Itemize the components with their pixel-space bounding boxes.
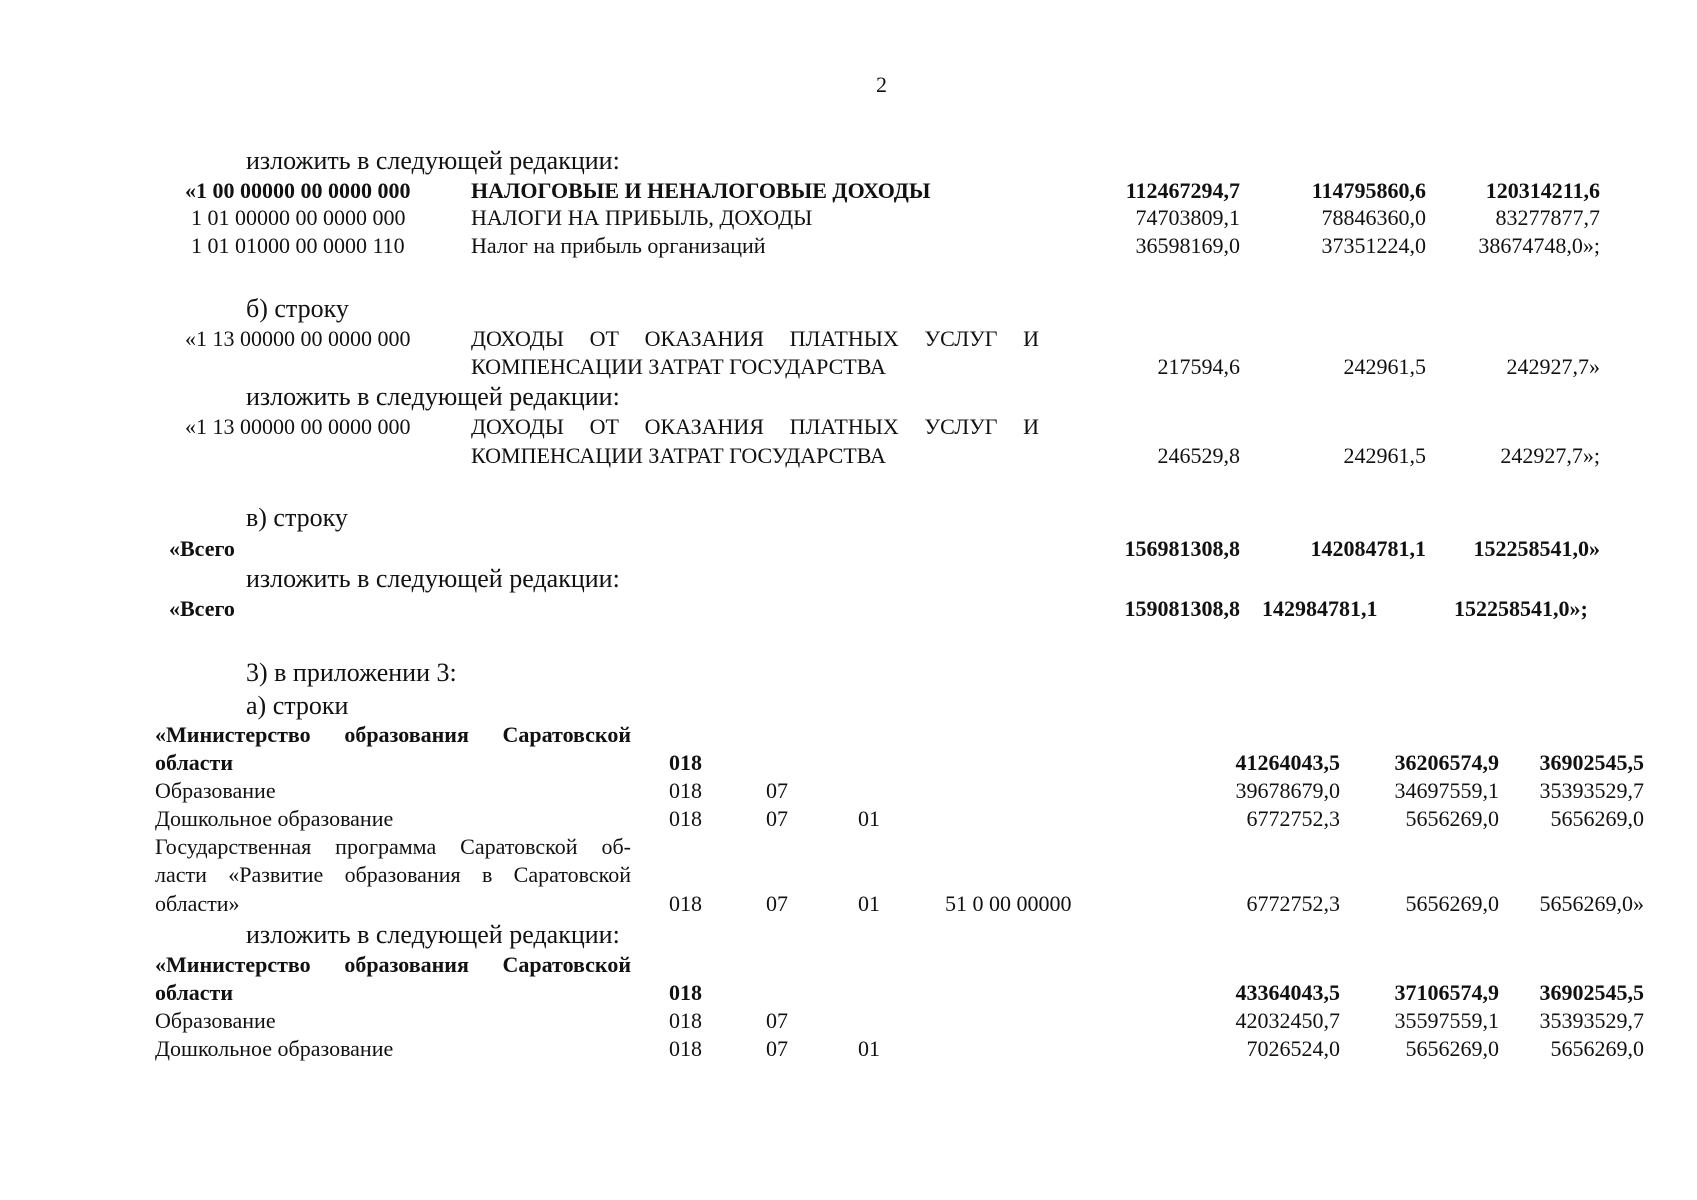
value-cell: 242927,7» — [1506, 354, 1600, 379]
redaction-heading: изложить в следующей редакции: — [246, 920, 620, 949]
subsection-code: 01 — [858, 1036, 880, 1061]
value-cell: 36598169,0 — [1135, 233, 1240, 258]
value-cell: 152258541,0» — [1473, 536, 1600, 561]
code-cell: «1 13 00000 00 0000 000 — [185, 326, 411, 351]
value-cell: 36206574,9 — [1394, 750, 1499, 775]
code-cell: 1 01 00000 00 0000 000 — [191, 205, 406, 230]
value-cell: 83277877,7 — [1495, 205, 1600, 230]
section-code: 07 — [766, 806, 788, 831]
dept-code: 018 — [669, 778, 702, 803]
name-cell: НАЛОГИ НА ПРИБЫЛЬ, ДОХОДЫ — [471, 205, 813, 230]
value-cell: 74703809,1 — [1135, 205, 1240, 230]
value-cell: 242961,5 — [1343, 443, 1426, 468]
value-cell: 5656269,0 — [1550, 1036, 1644, 1061]
value-cell: 35393529,7 — [1539, 778, 1644, 803]
dept-code: 018 — [669, 806, 702, 831]
dept-code: 018 — [669, 1008, 702, 1033]
total-label: «Всего — [169, 596, 235, 621]
value-cell: 43364043,5 — [1235, 980, 1340, 1005]
section-code: 07 — [766, 1008, 788, 1033]
value-cell: 41264043,5 — [1235, 750, 1340, 775]
program-name: ласти «Развитие образования в Саратовской — [155, 862, 631, 887]
dept-code: 018 — [669, 750, 702, 775]
value-cell: 142084781,1 — [1310, 536, 1426, 561]
value-cell: 242927,7»; — [1500, 443, 1600, 468]
row-name: Образование — [155, 778, 276, 803]
code-cell: 1 01 01000 00 0000 110 — [191, 233, 405, 258]
ministry-name: области — [155, 980, 234, 1005]
value-cell: 38674748,0»; — [1478, 233, 1600, 258]
name-cell: НАЛОГОВЫЕ И НЕНАЛОГОВЫЕ ДОХОДЫ — [471, 178, 931, 203]
value-cell: 5656269,0 — [1550, 806, 1644, 831]
dept-code: 018 — [669, 891, 702, 916]
name-cell: ДОХОДЫ ОТ ОКАЗАНИЯ ПЛАТНЫХ УСЛУГ И — [471, 326, 1039, 351]
value-cell: 114795860,6 — [1311, 178, 1426, 203]
value-cell: 37351224,0 — [1321, 233, 1426, 258]
value-cell: 5656269,0» — [1539, 891, 1644, 916]
name-cell: КОМПЕНСАЦИИ ЗАТРАТ ГОСУДАРСТВА — [471, 443, 886, 468]
value-cell: 37106574,9 — [1394, 980, 1499, 1005]
ministry-name: «Министерство образования Саратовской — [155, 952, 631, 977]
redaction-heading: изложить в следующей редакции: — [246, 382, 620, 411]
ministry-name: области — [155, 750, 234, 775]
value-cell: 159081308,8 — [1124, 596, 1240, 621]
target-code: 51 0 00 00000 — [945, 891, 1072, 916]
subsection-code: 01 — [858, 891, 880, 916]
value-cell: 5656269,0 — [1405, 806, 1499, 831]
value-cell: 6772752,3 — [1246, 891, 1340, 916]
section-code: 07 — [766, 891, 788, 916]
value-cell: 5656269,0 — [1405, 891, 1499, 916]
value-cell: 36902545,5 — [1539, 980, 1644, 1005]
value-cell: 34697559,1 — [1394, 778, 1499, 803]
code-cell: «1 00 00000 00 0000 000 — [185, 178, 411, 203]
code-cell: «1 13 00000 00 0000 000 — [185, 414, 411, 439]
redaction-heading: изложить в следующей редакции: — [246, 146, 620, 175]
subsection-code: 01 — [858, 806, 880, 831]
value-cell: 156981308,8 — [1124, 536, 1240, 561]
section-subheading: а) строки — [246, 691, 349, 720]
value-cell: 6772752,3 — [1246, 806, 1340, 831]
row-name: Дошкольное образование — [155, 1036, 394, 1061]
value-cell: 242961,5 — [1343, 354, 1426, 379]
section-code: 07 — [766, 1036, 788, 1061]
section-heading: 3) в приложении 3: — [246, 658, 457, 687]
program-name: Государственная программа Саратовской об- — [155, 834, 631, 859]
total-label: «Всего — [169, 536, 235, 561]
value-cell: 217594,6 — [1157, 354, 1240, 379]
value-cell: 246529,8 — [1157, 443, 1240, 468]
section-heading: б) строку — [246, 294, 349, 323]
value-cell: 120314211,6 — [1485, 178, 1600, 203]
value-cell: 35597559,1 — [1394, 1008, 1499, 1033]
dept-code: 018 — [669, 980, 702, 1005]
row-name: Дошкольное образование — [155, 806, 394, 831]
value-cell: 7026524,0 — [1246, 1036, 1340, 1061]
section-code: 07 — [766, 778, 788, 803]
value-cell: 42032450,7 — [1235, 1008, 1340, 1033]
value-cell: 78846360,0 — [1321, 205, 1426, 230]
program-name: области» — [155, 891, 240, 916]
value-cell: 5656269,0 — [1405, 1036, 1499, 1061]
value-cell: 152258541,0»; — [1454, 596, 1588, 621]
value-cell: 39678679,0 — [1235, 778, 1340, 803]
redaction-heading: изложить в следующей редакции: — [246, 564, 620, 593]
name-cell: Налог на прибыль организаций — [471, 233, 766, 258]
value-cell: 36902545,5 — [1539, 750, 1644, 775]
dept-code: 018 — [669, 1036, 702, 1061]
section-heading: в) строку — [246, 503, 348, 532]
row-name: Образование — [155, 1008, 276, 1033]
page-number: 2 — [876, 72, 887, 97]
name-cell: КОМПЕНСАЦИИ ЗАТРАТ ГОСУДАРСТВА — [471, 354, 886, 379]
value-cell: 112467294,7 — [1125, 178, 1240, 203]
ministry-name: «Министерство образования Саратовской — [155, 722, 631, 747]
name-cell: ДОХОДЫ ОТ ОКАЗАНИЯ ПЛАТНЫХ УСЛУГ И — [471, 414, 1039, 439]
value-cell: 142984781,1 — [1262, 596, 1378, 621]
value-cell: 35393529,7 — [1539, 1008, 1644, 1033]
